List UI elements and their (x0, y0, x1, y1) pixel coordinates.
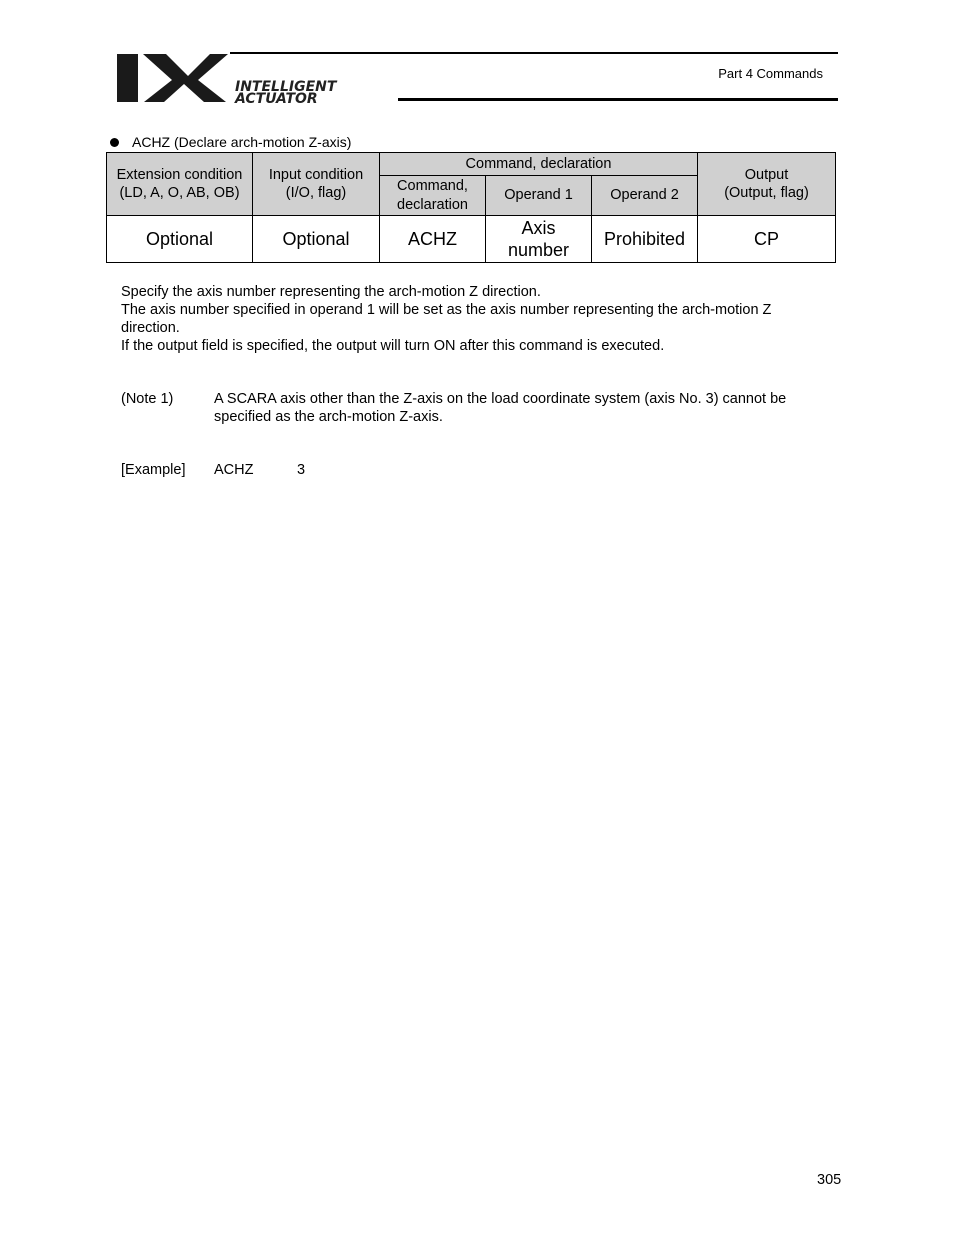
header-bottom-rule (398, 98, 838, 101)
cell-output: CP (698, 216, 836, 263)
header-command-line1: Command, (397, 178, 468, 195)
header-input-line2: (I/O, flag) (285, 185, 347, 201)
description (121, 283, 833, 355)
description-line: The axis number specified in operand 1 will be set as the axis number representing the arch-motion Z direction. (121, 302, 772, 336)
section-header: Part 4 Commands (718, 66, 823, 81)
cell-command: ACHZ (380, 216, 486, 263)
bullet-icon (110, 138, 119, 147)
header-operand1: Operand 1 (486, 176, 592, 216)
example-operand: 3 (297, 462, 306, 478)
example-label: [Example] (121, 462, 186, 478)
logo-line1: INTELLIGENT (235, 79, 337, 95)
logo-line2: ACTUATOR (235, 91, 318, 106)
description-line: If the output field is specified, the output will turn ON after this command is executed. (121, 338, 665, 354)
cell-operand1-line1: Axis (521, 217, 556, 238)
header-input-condition (253, 153, 380, 216)
header-extension-condition (107, 153, 253, 216)
example-command: ACHZ (214, 462, 254, 478)
cell-operand1-line2: number (507, 240, 570, 260)
header-input-line1: Input condition (268, 166, 364, 183)
header-output-line2: (Output, flag) (724, 185, 809, 201)
command-title (110, 134, 351, 150)
command-spec-table (106, 152, 836, 263)
cell-operand1 (486, 216, 592, 263)
header-output (698, 153, 836, 216)
note-block (121, 390, 833, 426)
command-title-text: ACHZ (Declare arch-motion Z-axis) (132, 134, 352, 150)
header-command-group: Command, declaration (380, 153, 698, 176)
cell-extension: Optional (107, 216, 253, 263)
cell-operand2: Prohibited (592, 216, 698, 263)
description-line: Specify the axis number representing the arch-motion Z direction. (121, 284, 541, 300)
header-operand2: Operand 2 (592, 176, 698, 216)
header-extension-line1: Extension condition (116, 166, 243, 183)
table-row (107, 216, 836, 263)
header-output-line1: Output (744, 166, 789, 183)
note-label: (Note 1) (121, 391, 174, 407)
header-command-declaration (380, 176, 486, 216)
cell-input: Optional (253, 216, 380, 263)
header-command-line2: declaration (397, 196, 468, 213)
note-text: A SCARA axis other than the Z-axis on the load coordinate system (axis No. 3) cannot be specified as the arch-motion Z-axis. (214, 391, 787, 425)
page-number: 305 (817, 1172, 842, 1188)
header-top-rule (230, 52, 838, 54)
header-extension-line2: (LD, A, O, AB, OB) (119, 185, 240, 201)
